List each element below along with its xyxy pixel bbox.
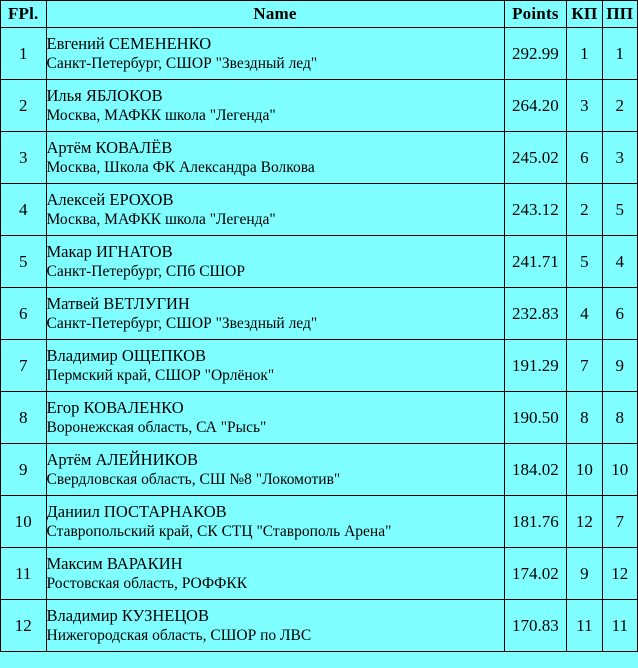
column-header-pp: ПП	[602, 1, 637, 28]
skater-club: Пермский край, СШОР "Орлёнок"	[46, 367, 275, 385]
cell-rank: 5	[1, 236, 47, 288]
cell-kp: 12	[567, 496, 602, 548]
skater-club: Санкт-Петербург, СШОР "Звездный лед"	[46, 55, 318, 73]
cell-points: 170.83	[504, 600, 567, 652]
skater-name: Макар ИГНАТОВ	[46, 241, 173, 261]
column-header-points: Points	[504, 1, 567, 28]
cell-pp: 12	[602, 548, 637, 600]
cell-rank: 1	[1, 28, 47, 80]
cell-rank: 11	[1, 548, 47, 600]
cell-pp: 7	[602, 496, 637, 548]
cell-points: 191.29	[504, 340, 567, 392]
skater-club: Москва, МАФКК школа "Легенда"	[46, 211, 276, 229]
cell-pp: 8	[602, 392, 637, 444]
cell-kp: 2	[567, 184, 602, 236]
cell-rank: 10	[1, 496, 47, 548]
skater-name: Артём АЛЕЙНИКОВ	[46, 449, 198, 469]
table-row	[1, 600, 638, 652]
table-row	[1, 132, 638, 184]
skater-club: Москва, МАФКК школа "Легенда"	[46, 107, 276, 125]
cell-kp: 1	[567, 28, 602, 80]
skater-club: Свердловская область, СШ №8 "Локомотив"	[46, 471, 341, 489]
cell-points: 190.50	[504, 392, 567, 444]
skater-club: Ставропольский край, СК СТЦ "Ставрополь Арена"	[46, 523, 392, 541]
cell-pp: 2	[602, 80, 637, 132]
cell-points: 245.02	[504, 132, 567, 184]
cell-pp: 9	[602, 340, 637, 392]
cell-kp: 7	[567, 340, 602, 392]
table-row	[1, 392, 638, 444]
cell-name	[46, 392, 504, 444]
table-row	[1, 340, 638, 392]
table-header	[1, 1, 638, 28]
table-body	[1, 28, 638, 652]
cell-rank: 2	[1, 80, 47, 132]
cell-points: 292.99	[504, 28, 567, 80]
cell-kp: 4	[567, 288, 602, 340]
cell-pp: 4	[602, 236, 637, 288]
skater-name: Матвей ВЕТЛУГИН	[46, 293, 190, 313]
skater-name: Владимир ОЩЕПКОВ	[46, 345, 207, 365]
skater-name: Егор КОВАЛЕНКО	[46, 397, 184, 417]
table-row	[1, 236, 638, 288]
cell-name	[46, 80, 504, 132]
cell-points: 232.83	[504, 288, 567, 340]
cell-rank: 3	[1, 132, 47, 184]
cell-name	[46, 548, 504, 600]
skater-club: Санкт-Петербург, СШОР "Звездный лед"	[46, 315, 318, 333]
skater-club: Санкт-Петербург, СПб СШОР	[46, 263, 245, 281]
cell-rank: 9	[1, 444, 47, 496]
skater-name: Артём КОВАЛЁВ	[46, 137, 173, 157]
skater-name: Владимир КУЗНЕЦОВ	[46, 605, 209, 625]
table-row	[1, 496, 638, 548]
cell-pp: 5	[602, 184, 637, 236]
cell-name	[46, 184, 504, 236]
table-row	[1, 80, 638, 132]
cell-points: 184.02	[504, 444, 567, 496]
cell-name	[46, 288, 504, 340]
cell-points: 174.02	[504, 548, 567, 600]
cell-pp: 10	[602, 444, 637, 496]
cell-kp: 3	[567, 80, 602, 132]
skater-club: Ростовская область, РОФФКК	[46, 575, 248, 593]
skater-name: Максим ВАРАКИН	[46, 553, 183, 573]
cell-kp: 11	[567, 600, 602, 652]
skater-club: Москва, Школа ФК Александра Волкова	[46, 159, 315, 177]
skater-name: Алексей ЕРОХОВ	[46, 189, 174, 209]
cell-pp: 11	[602, 600, 637, 652]
cell-name	[46, 600, 504, 652]
cell-name	[46, 28, 504, 80]
cell-name	[46, 496, 504, 548]
cell-kp: 6	[567, 132, 602, 184]
column-header-rank: FPl.	[1, 1, 47, 28]
cell-rank: 12	[1, 600, 47, 652]
cell-kp: 9	[567, 548, 602, 600]
cell-rank: 4	[1, 184, 47, 236]
skater-club: Воронежская область, СА "Рысь"	[46, 419, 267, 437]
cell-pp: 1	[602, 28, 637, 80]
cell-rank: 8	[1, 392, 47, 444]
cell-name	[46, 132, 504, 184]
cell-rank: 6	[1, 288, 47, 340]
cell-name	[46, 236, 504, 288]
cell-pp: 6	[602, 288, 637, 340]
header-row	[1, 1, 638, 28]
cell-points: 264.20	[504, 80, 567, 132]
skater-name: Илья ЯБЛОКОВ	[46, 85, 163, 105]
skater-name: Даниил ПОСТАРНАКОВ	[46, 501, 227, 521]
cell-points: 181.76	[504, 496, 567, 548]
column-header-name: Name	[46, 1, 504, 28]
cell-points: 241.71	[504, 236, 567, 288]
cell-rank: 7	[1, 340, 47, 392]
cell-kp: 5	[567, 236, 602, 288]
table-row	[1, 184, 638, 236]
skater-club: Нижегородская область, СШОР по ЛВС	[46, 627, 312, 645]
table-row	[1, 548, 638, 600]
cell-kp: 8	[567, 392, 602, 444]
table-row	[1, 444, 638, 496]
cell-name	[46, 444, 504, 496]
cell-pp: 3	[602, 132, 637, 184]
skater-name: Евгений СЕМЕНЕНКО	[46, 33, 212, 53]
table-row	[1, 28, 638, 80]
table-row	[1, 288, 638, 340]
cell-name	[46, 340, 504, 392]
column-header-kp: КП	[567, 1, 602, 28]
cell-kp: 10	[567, 444, 602, 496]
cell-points: 243.12	[504, 184, 567, 236]
